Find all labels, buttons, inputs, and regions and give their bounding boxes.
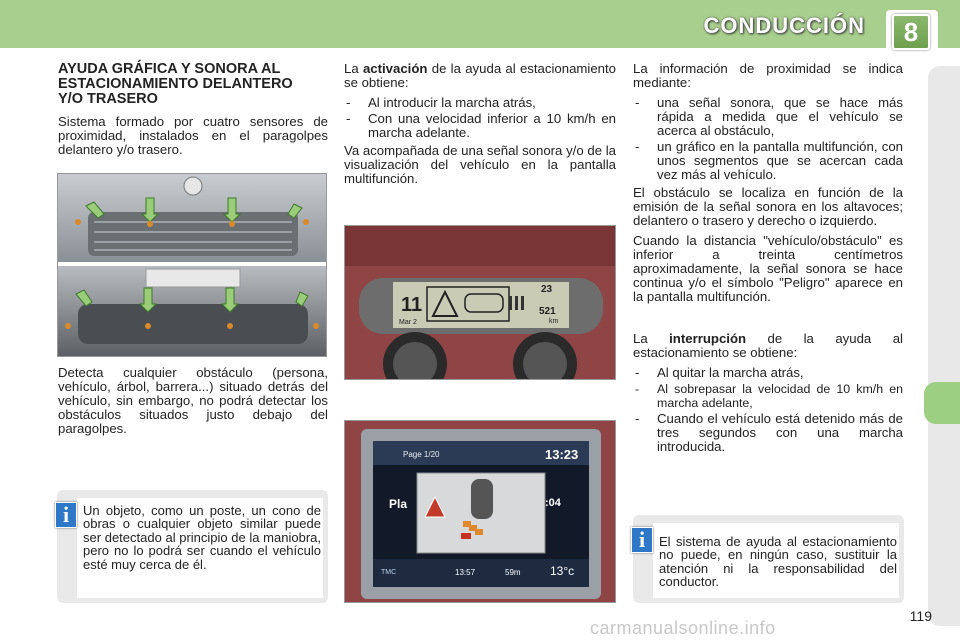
deactivation-suffix: de la ayuda al estacionamiento se obtiene: <box>633 331 903 360</box>
list-item-text: una señal sonora, que se hace más rápida a medida que el vehículo se acerca al obstáculo, <box>657 95 903 138</box>
detect-paragraph: Detecta cualquier obstáculo (persona, vehículo, árbol, barrera...) situado detrás del vehículo, sin embargo, no podrá detectar los obstáculos situados justo debajo del paragolpes. <box>58 365 328 436</box>
bumper-sensors-photo <box>57 173 327 357</box>
screen-clock: 13:57 <box>455 568 476 577</box>
side-tab-strip <box>928 66 960 626</box>
chapter-title: CONDUCCIÓN <box>703 13 865 38</box>
display-temp: 23 <box>541 284 553 295</box>
deactivation-list <box>633 366 903 454</box>
list-item-text: un gráfico en la pantalla multifunción, con unos segmentos que se acercan cada vez más al vehículo. <box>657 139 903 182</box>
section-heading: AYUDA GRÁFICA Y SONORA AL ESTACIONAMIENTO DELANTERO Y/O TRASERO <box>58 61 293 107</box>
activation-list <box>344 96 616 140</box>
accompany-paragraph: Va acompañada de una señal sonora y/o de la visualización del vehículo en la pantalla multifunción. <box>344 143 616 186</box>
screen-side-text: Pla <box>389 497 408 511</box>
dashboard-display-photo <box>344 225 616 380</box>
left-column-lower <box>58 366 328 442</box>
multifunction-screen-photo <box>344 420 616 603</box>
list-item-text: Al sobrepasar la velocidad de 10 km/h en marcha adelante, <box>657 382 903 410</box>
screen-side-time: :04 <box>545 497 561 509</box>
chapter-number: 8 <box>892 14 930 50</box>
display-digits: 11 <box>401 294 423 316</box>
deactivation-prefix: La <box>633 331 670 346</box>
proximity-list <box>633 96 903 182</box>
list-item: - Al introducir la marcha atrás, <box>346 95 536 110</box>
activation-paragraph <box>344 62 616 90</box>
list-item-text: Cuando el vehículo está detenido más de tres segundos con una marcha introducida. <box>657 411 903 454</box>
dashboard-drawing <box>345 226 616 380</box>
list-item: - una señal sonora, que se hace más rápida a medida que el vehículo se acerca al obstáculo, <box>635 95 903 138</box>
display-date: Mar 2 <box>399 319 417 326</box>
right-column-lower <box>633 332 903 456</box>
activation-keyword: activación <box>362 61 428 76</box>
list-item-text: Con una velocidad inferior a 10 km/h en marcha adelante. <box>368 111 616 140</box>
info-text-right: El sistema de ayuda al estacionamiento no puede, en ningún caso, sustituir la atención ni la responsabilidad del conductor. <box>659 534 897 590</box>
left-column <box>58 62 328 163</box>
distance-paragraph: Cuando la distancia "vehículo/obstáculo" es inferior a treinta centímetros aproximadamente, la señal sonora se hace continua y/o el símbolo "Peligro" aparece en la pantalla multifunción. <box>633 233 903 304</box>
screen-distance: 59m <box>505 568 521 577</box>
screen-time: 13:23 <box>545 447 579 462</box>
list-item: - Al sobrepasar la velocidad de 10 km/h en marcha adelante, <box>635 382 903 410</box>
proximity-intro: La información de proximidad se indica mediante: <box>633 61 903 90</box>
screen-page: Page 1/20 <box>403 450 440 459</box>
watermark: carmanualsonline.info <box>590 618 776 638</box>
right-column <box>633 62 903 310</box>
deactivation-paragraph <box>633 332 903 360</box>
list-item-text: Al introducir la marcha atrás, <box>368 95 536 110</box>
info-icon: i <box>55 502 77 528</box>
info-icon: i <box>631 527 653 553</box>
deactivation-keyword: interrupción <box>669 331 747 346</box>
intro-paragraph: Sistema formado por cuatro sensores de proximidad, instalados en el paragolpes delantero y/o trasero. <box>58 114 328 157</box>
list-item: - Cuando el vehículo está detenido más de tres segundos con una marcha introducida. <box>635 411 903 454</box>
display-unit: km <box>549 318 559 325</box>
info-text-left: Un objeto, como un poste, un cono de obras o cualquier objeto similar puede ser detectado al principio de la maniobra, pero no lo podrá ser cuando el vehículo esté muy cerca de él. <box>83 503 321 572</box>
list-item: - un gráfico en la pantalla multifunción, con unos segmentos que se acercan cada vez más al vehículo. <box>635 139 903 182</box>
middle-column <box>344 62 616 192</box>
bumper-photo-drawing <box>58 174 327 357</box>
list-item-text: Al quitar la marcha atrás, <box>657 365 804 380</box>
list-item: - Con una velocidad inferior a 10 km/h en marcha adelante. <box>346 111 616 140</box>
screen-mode: TMC <box>381 569 397 576</box>
side-tab-active[interactable] <box>924 382 960 424</box>
screen-temp: 13°c <box>550 564 575 578</box>
display-range: 521 <box>539 306 556 317</box>
activation-prefix: La <box>344 61 363 76</box>
obstacle-paragraph: El obstáculo se localiza en función de la emisión de la señal sonora en los altavoces; delantero o trasero y derecho o izquierdo. <box>633 185 903 228</box>
page-number: 119 <box>909 608 932 624</box>
info-box-left <box>57 490 328 603</box>
list-item: - Al quitar la marcha atrás, <box>635 365 804 380</box>
activation-suffix: de la ayuda al estacionamiento se obtiene: <box>344 61 616 90</box>
info-box-right <box>633 515 904 603</box>
